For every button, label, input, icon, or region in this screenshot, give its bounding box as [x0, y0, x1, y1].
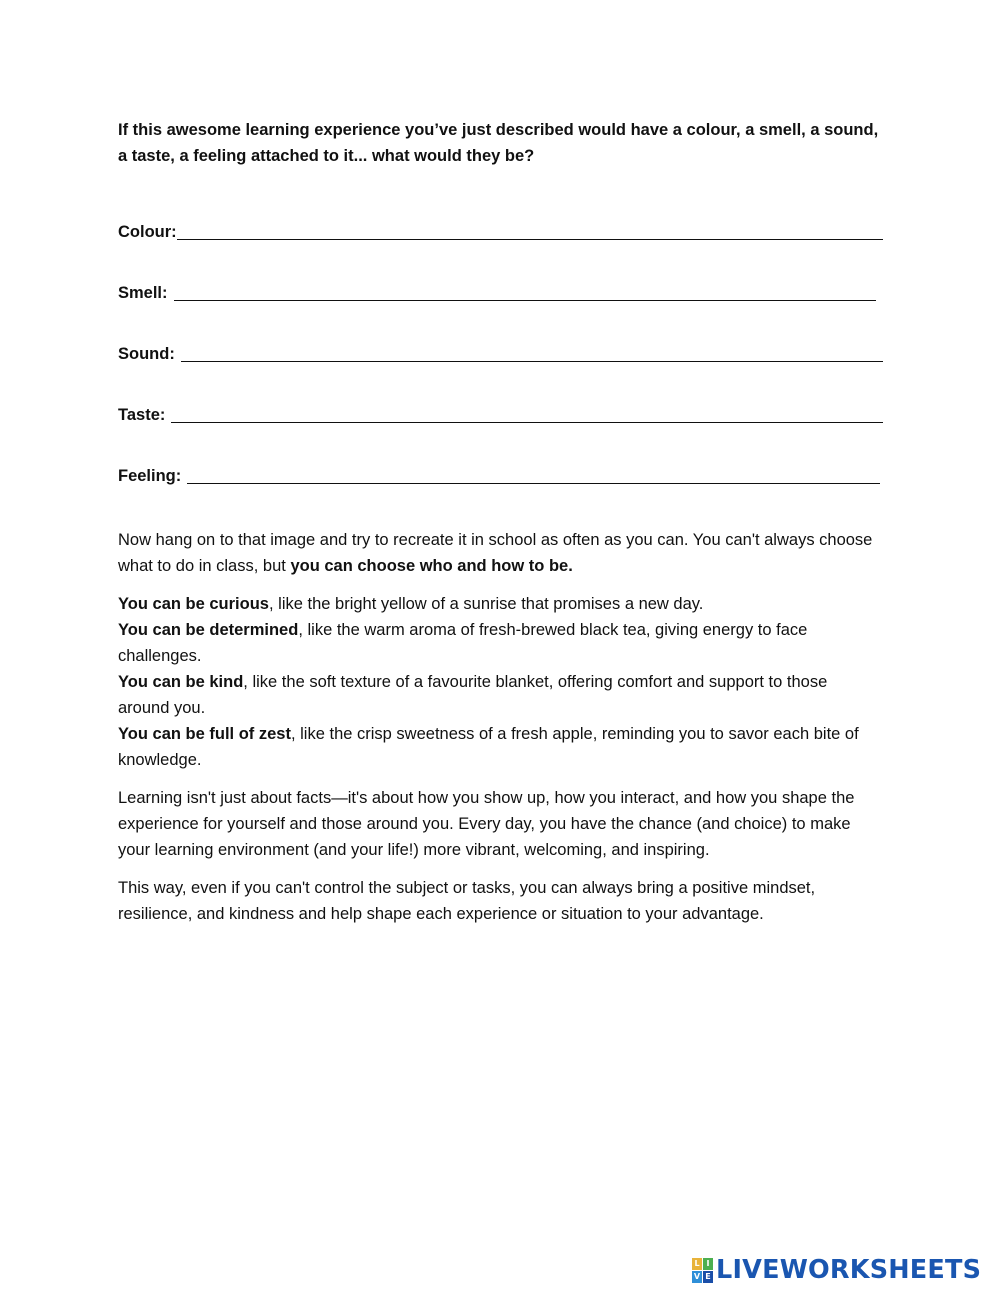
feeling-field-row: [118, 465, 883, 487]
colour-input[interactable]: [177, 221, 883, 240]
trait-kind-bold: You can be kind: [118, 673, 244, 691]
worksheet-page: [118, 117, 883, 939]
smell-field-row: [118, 282, 883, 304]
colour-field-row: [118, 221, 883, 243]
paragraph-mindset: This way, even if you can't control the subject or tasks, you can always bring a positive mindset, resilience, and kindness and help shape each experience or situation to your advantage.: [118, 879, 816, 923]
trait-zest-text: , like the crisp sweetness of a fresh apple, reminding you to savor each bite of knowledge.: [118, 725, 859, 769]
trait-determined-bold: You can be determined: [118, 621, 299, 639]
sensory-fields: [118, 221, 883, 487]
liveworksheets-logo-text: LIVEWORKSHEETS: [716, 1255, 982, 1285]
trait-determined-text: , like the warm aroma of fresh-brewed black tea, giving energy to face challenges.: [118, 621, 808, 665]
taste-input[interactable]: [171, 404, 883, 423]
logo-tile-l: L: [692, 1258, 702, 1270]
paragraph-recreate: [118, 527, 883, 579]
trait-kind: [118, 669, 883, 721]
taste-label: Taste:: [118, 406, 166, 424]
trait-curious-bold: You can be curious: [118, 595, 269, 613]
trait-zest: [118, 721, 883, 773]
body-text: [118, 527, 883, 927]
taste-field-row: [118, 404, 883, 426]
trait-determined: [118, 617, 883, 669]
smell-label: Smell:: [118, 284, 168, 302]
trait-curious: [118, 591, 883, 617]
feeling-input[interactable]: [187, 465, 880, 484]
logo-tile-i: I: [703, 1258, 713, 1270]
sound-label: Sound:: [118, 345, 175, 363]
liveworksheets-logo: [692, 1256, 981, 1284]
sound-field-row: [118, 343, 883, 365]
liveworksheets-logo-icon: [692, 1258, 713, 1283]
logo-tile-v: V: [693, 1271, 701, 1281]
trait-curious-text: , like the bright yellow of a sunrise that promises a new day.: [268, 595, 704, 613]
paragraph-learning: Learning isn't just about facts—it's about how you show up, how you interact, and how you shape the experience for yourself and those around you. Every day, you have the chance (and choice) to make your learning environment (and your life!) more vibrant, welcoming, and inspiring.: [118, 789, 855, 859]
feeling-label: Feeling:: [118, 467, 182, 485]
trait-zest-bold: You can be full of zest: [118, 725, 291, 743]
trait-kind-text: , like the soft texture of a favourite blanket, offering comfort and support to those around you.: [118, 673, 828, 717]
traits-list: [118, 591, 883, 773]
logo-tile-e: E: [703, 1271, 713, 1283]
sound-input[interactable]: [181, 343, 883, 362]
paragraph-recreate-bold: you can choose who and how to be.: [290, 557, 573, 575]
paragraph-recreate-text: Now hang on to that image and try to recreate it in school as often as you can. You can't always choose what to do in class, but: [118, 531, 873, 575]
smell-input[interactable]: [174, 282, 876, 301]
intro-question: If this awesome learning experience you’ve just described would have a colour, a smell, a sound, a taste, a feeling attached to it... what would they be?: [118, 121, 879, 165]
colour-label: Colour:: [118, 223, 177, 241]
